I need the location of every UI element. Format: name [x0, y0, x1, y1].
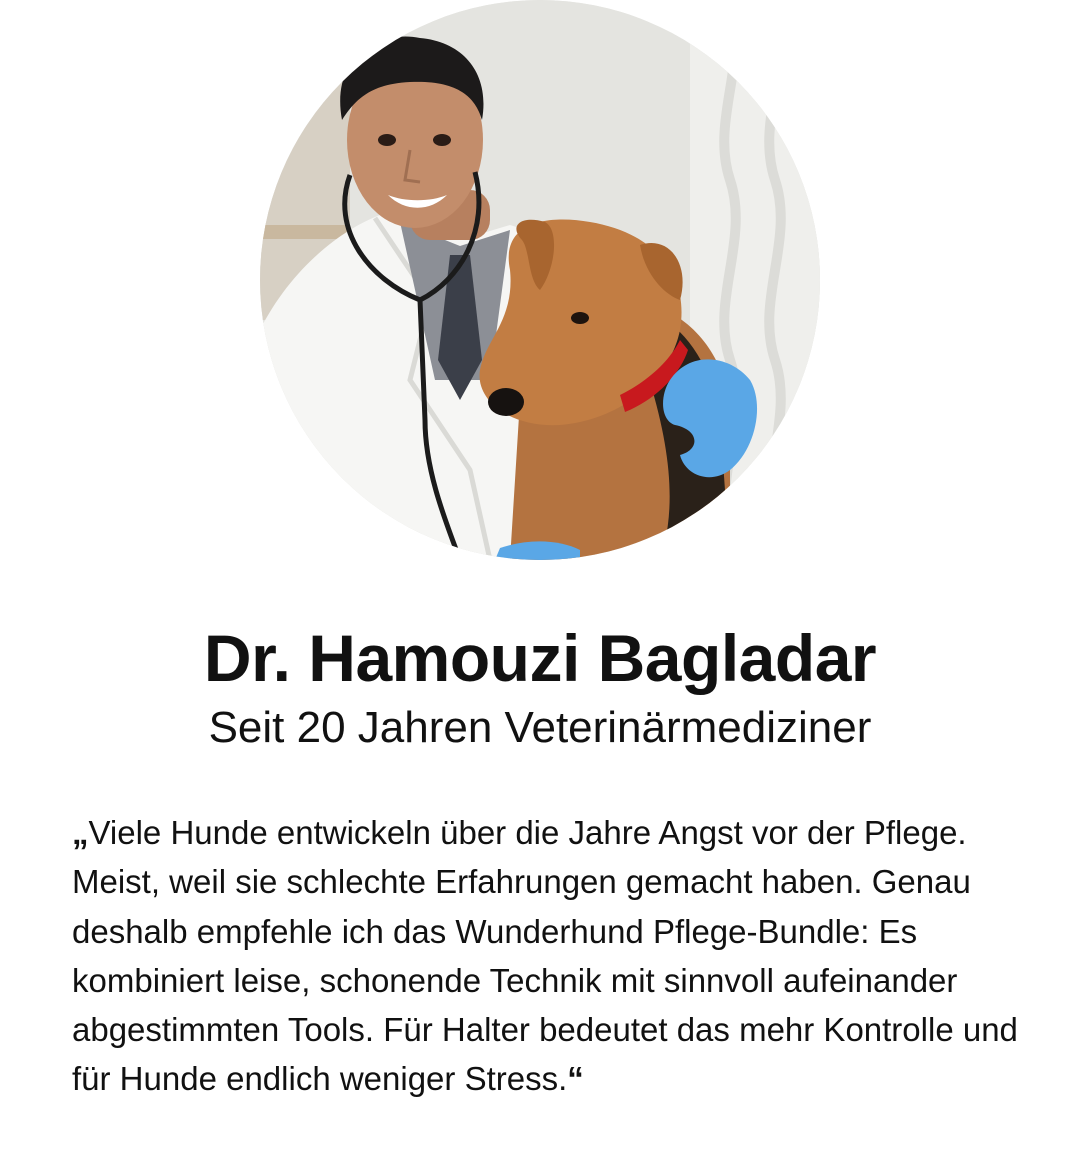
shelf-board	[260, 225, 350, 239]
dog-nose	[488, 388, 524, 416]
quote-close-mark: “	[567, 1060, 584, 1098]
left-eye	[378, 134, 396, 146]
doctor-name: Dr. Hamouzi Bagladar	[203, 621, 877, 695]
testimonial-text: Viele Hunde entwickeln über die Jahre Angst vor der Pflege. Meist, weil sie schlechte Erfahrungen gemacht haben. Genau deshalb empfehle ich das Wunderhund Pflege-Bundle: Es kombiniert leise, schonende Technik mit sinnvoll aufeinander abgestimmten Tools. Für Halter bedeutet das mehr Kontrolle und für Hunde endlich weniger Stress.	[72, 814, 1018, 1098]
testimonial-quote	[72, 808, 1022, 1104]
dog-eye	[571, 312, 589, 324]
right-eye	[433, 134, 451, 146]
doctor-subtitle: Seit 20 Jahren Veterinärmediziner	[208, 703, 872, 752]
vet-portrait-photo	[260, 0, 820, 560]
vet-with-dog-illustration	[260, 0, 820, 560]
quote-open-mark: „	[72, 814, 89, 851]
